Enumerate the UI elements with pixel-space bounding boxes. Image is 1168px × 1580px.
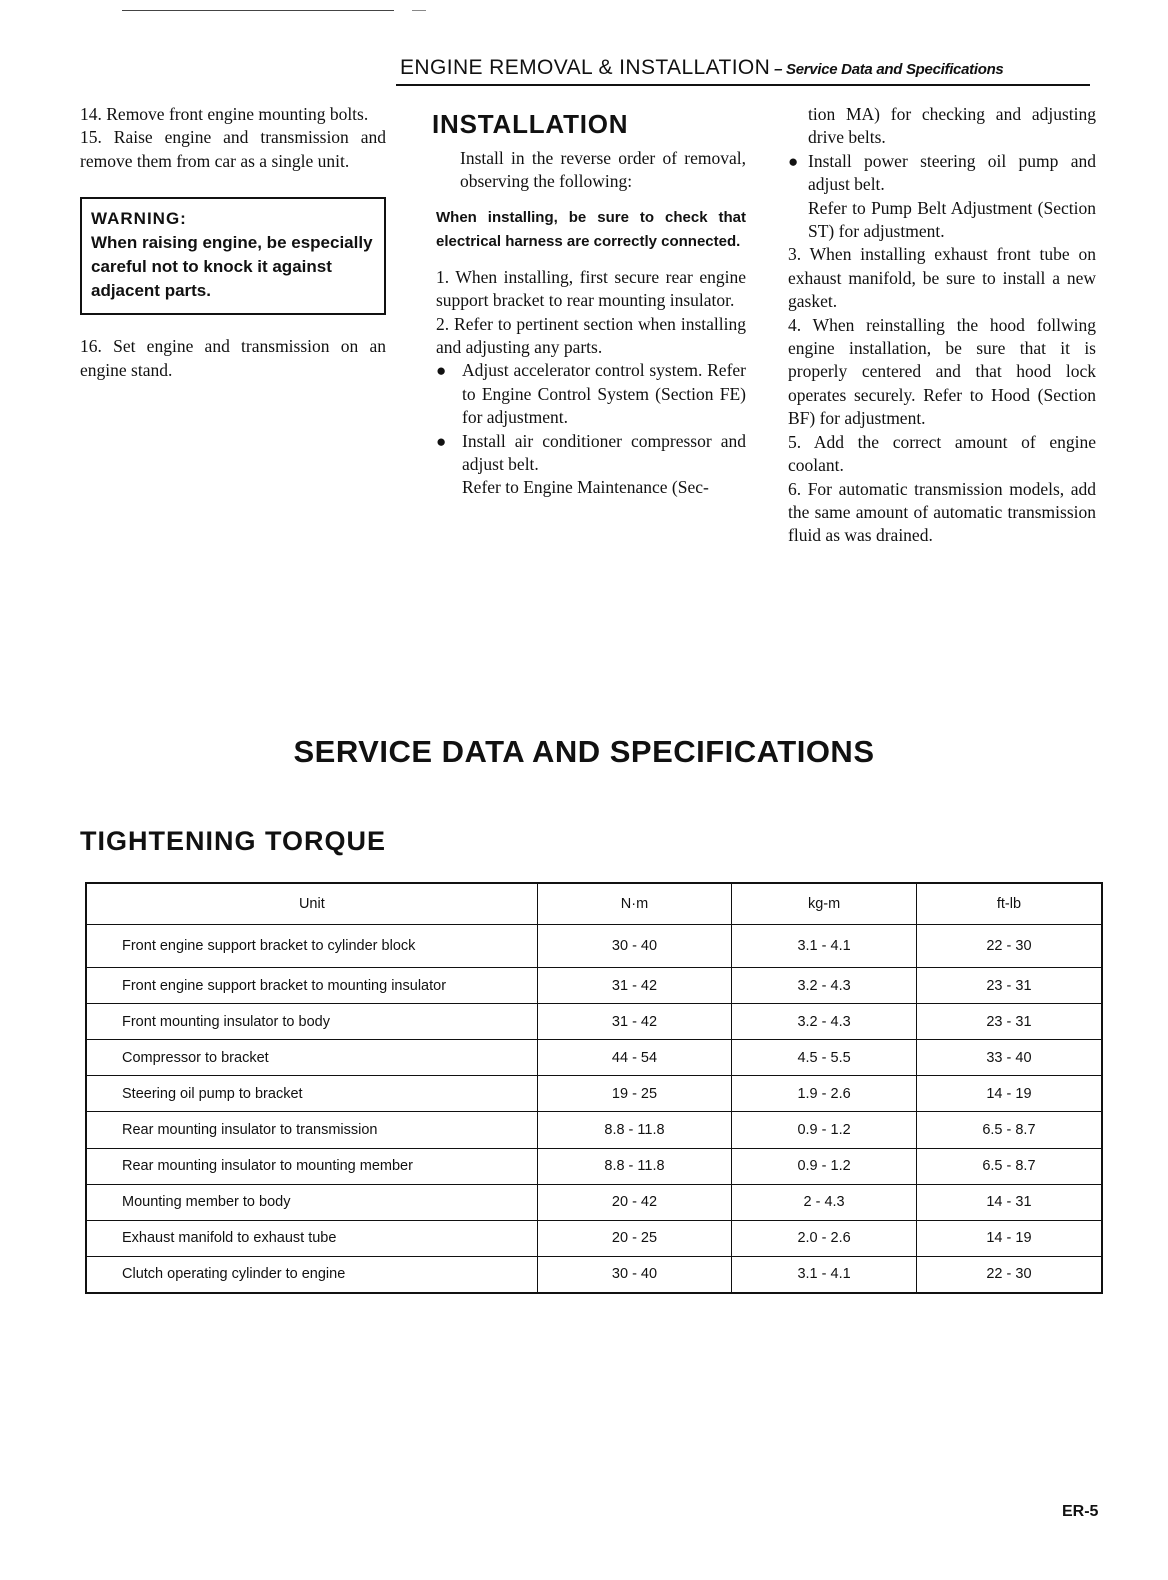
torque-table — [85, 882, 1103, 1294]
install-step-4: 4. When reinstalling the hood follwing engine installation, be sure that it is properly centered and that hood lock operates securely. Refer to Hood (Section BF) for adjustment. — [788, 314, 1096, 429]
bullet-icon: ● — [788, 151, 799, 171]
table-row — [86, 1148, 1102, 1184]
col-header-ftlb: ft-lb — [916, 883, 1102, 925]
cell-kgm: 2.0 - 2.6 — [732, 1220, 917, 1256]
bullet-compressor-text: Install air conditioner compressor and adjust belt. — [462, 430, 746, 475]
page-number: ER-5 — [1062, 1503, 1099, 1520]
cell-nm: 8.8 - 11.8 — [537, 1112, 732, 1148]
warning-title: WARNING: — [91, 209, 187, 229]
column-middle — [432, 103, 746, 500]
cell-kgm: 3.2 - 4.3 — [732, 1004, 917, 1040]
table-row — [86, 1112, 1102, 1148]
cell-unit: Steering oil pump to bracket — [86, 1076, 537, 1112]
warning-box — [80, 197, 386, 315]
bullet-accelerator-text: Adjust accelerator control system. Refer to Engine Control System (Section FE) for adjustment. — [462, 360, 746, 428]
bullet-steering-pump-text: Install power steering oil pump and adjust belt. — [808, 150, 1096, 195]
cell-ftlb: 33 - 40 — [916, 1040, 1102, 1076]
table-row — [86, 1004, 1102, 1040]
cell-nm: 30 - 40 — [537, 925, 732, 968]
step-14: 14. Remove front engine mounting bolts. — [80, 104, 369, 124]
cell-unit: Compressor to bracket — [86, 1040, 537, 1076]
table-row — [86, 968, 1102, 1004]
warning-text: When raising engine, be especially careful not to knock it against adjacent parts. — [91, 233, 373, 301]
table-header-row — [86, 883, 1102, 925]
column-left — [80, 103, 386, 382]
table-row — [86, 1256, 1102, 1293]
cell-nm: 44 - 54 — [537, 1040, 732, 1076]
header-title: ENGINE REMOVAL & INSTALLATION — [400, 56, 771, 79]
cell-ftlb: 23 - 31 — [916, 968, 1102, 1004]
cell-kgm: 0.9 - 1.2 — [732, 1112, 917, 1148]
cell-ftlb: 6.5 - 8.7 — [916, 1112, 1102, 1148]
cell-ftlb: 22 - 30 — [916, 1256, 1102, 1293]
cell-unit: Rear mounting insulator to mounting member — [86, 1148, 537, 1184]
cell-kgm: 4.5 - 5.5 — [732, 1040, 917, 1076]
cell-nm: 30 - 40 — [537, 1256, 732, 1293]
cell-unit: Mounting member to body — [86, 1184, 537, 1220]
cell-unit: Rear mounting insulator to transmission — [86, 1112, 537, 1148]
install-step-3: 3. When installing exhaust front tube on exhaust manifold, be sure to install a new gasket. — [788, 244, 1096, 312]
col-header-unit: Unit — [86, 883, 537, 925]
cell-unit: Front engine support bracket to cylinder block — [86, 925, 537, 968]
bullet-accelerator — [436, 359, 746, 429]
cell-nm: 20 - 42 — [537, 1184, 732, 1220]
cell-ftlb: 22 - 30 — [916, 925, 1102, 968]
cell-nm: 20 - 25 — [537, 1220, 732, 1256]
cell-nm: 8.8 - 11.8 — [537, 1148, 732, 1184]
page-header — [400, 56, 1003, 80]
cell-kgm: 3.1 - 4.1 — [732, 1256, 917, 1293]
cell-ftlb: 14 - 31 — [916, 1184, 1102, 1220]
bullet-icon: ● — [436, 361, 447, 381]
table-row — [86, 925, 1102, 968]
cell-nm: 19 - 25 — [537, 1076, 732, 1112]
table-row — [86, 1040, 1102, 1076]
cell-kgm: 3.1 - 4.1 — [732, 925, 917, 968]
installation-heading: INSTALLATION — [432, 109, 629, 139]
top-rule — [122, 10, 394, 11]
col-header-nm: N·m — [537, 883, 732, 925]
cell-nm: 31 - 42 — [537, 1004, 732, 1040]
table-row — [86, 1184, 1102, 1220]
bullet-steering-pump — [788, 150, 1096, 197]
cell-unit: Front engine support bracket to mounting insulator — [86, 968, 537, 1004]
col-header-kgm: kg-m — [732, 883, 917, 925]
install-step-1: 1. When installing, first secure rear engine support bracket to rear mounting insulator. — [436, 266, 746, 311]
column-right — [788, 103, 1096, 548]
install-step-6: 6. For automatic transmission models, add the same amount of automatic transmission fluid as was drained. — [788, 478, 1096, 546]
pump-belt-reference: Refer to Pump Belt Adjustment (Section ST) for adjustment. — [808, 197, 1096, 242]
cell-kgm: 0.9 - 1.2 — [732, 1148, 917, 1184]
bullet-icon: ● — [436, 431, 447, 451]
ma-reference-cont: tion MA) for checking and adjusting drive belts. — [808, 104, 1096, 148]
cell-ftlb: 14 - 19 — [916, 1076, 1102, 1112]
cell-kgm: 3.2 - 4.3 — [732, 968, 917, 1004]
cell-nm: 31 - 42 — [537, 968, 732, 1004]
table-row — [86, 1220, 1102, 1256]
cell-unit: Exhaust manifold to exhaust tube — [86, 1220, 537, 1256]
torque-title: TIGHTENING TORQUE — [80, 826, 387, 856]
installation-intro: Install in the reverse order of removal, observing the following: — [460, 148, 746, 192]
bullet-compressor — [436, 430, 746, 477]
section-title: SERVICE DATA AND SPECIFICATIONS — [293, 734, 875, 769]
header-rule — [396, 84, 1090, 86]
cell-unit: Front mounting insulator to body — [86, 1004, 537, 1040]
step-16: 16. Set engine and transmission on an engine stand. — [80, 336, 386, 380]
install-step-2: 2. Refer to pertinent section when installing and adjusting any parts. — [436, 313, 746, 358]
cell-ftlb: 6.5 - 8.7 — [916, 1148, 1102, 1184]
bullet-compressor-ref: Refer to Engine Maintenance (Sec- — [462, 477, 709, 498]
install-step-5: 5. Add the correct amount of engine coolant. — [788, 431, 1096, 476]
cell-kgm: 2 - 4.3 — [732, 1184, 917, 1220]
table-row — [86, 1076, 1102, 1112]
cell-unit: Clutch operating cylinder to engine — [86, 1256, 537, 1293]
step-15: 15. Raise engine and transmission and remove them from car as a single unit. — [80, 127, 386, 171]
installation-note: When installing, be sure to check that electrical harness are correctly connected. — [436, 208, 746, 250]
cell-ftlb: 14 - 19 — [916, 1220, 1102, 1256]
header-subtitle: – Service Data and Specifications — [770, 61, 1004, 78]
cell-kgm: 1.9 - 2.6 — [732, 1076, 917, 1112]
top-rule-fragment — [412, 10, 426, 11]
cell-ftlb: 23 - 31 — [916, 1004, 1102, 1040]
